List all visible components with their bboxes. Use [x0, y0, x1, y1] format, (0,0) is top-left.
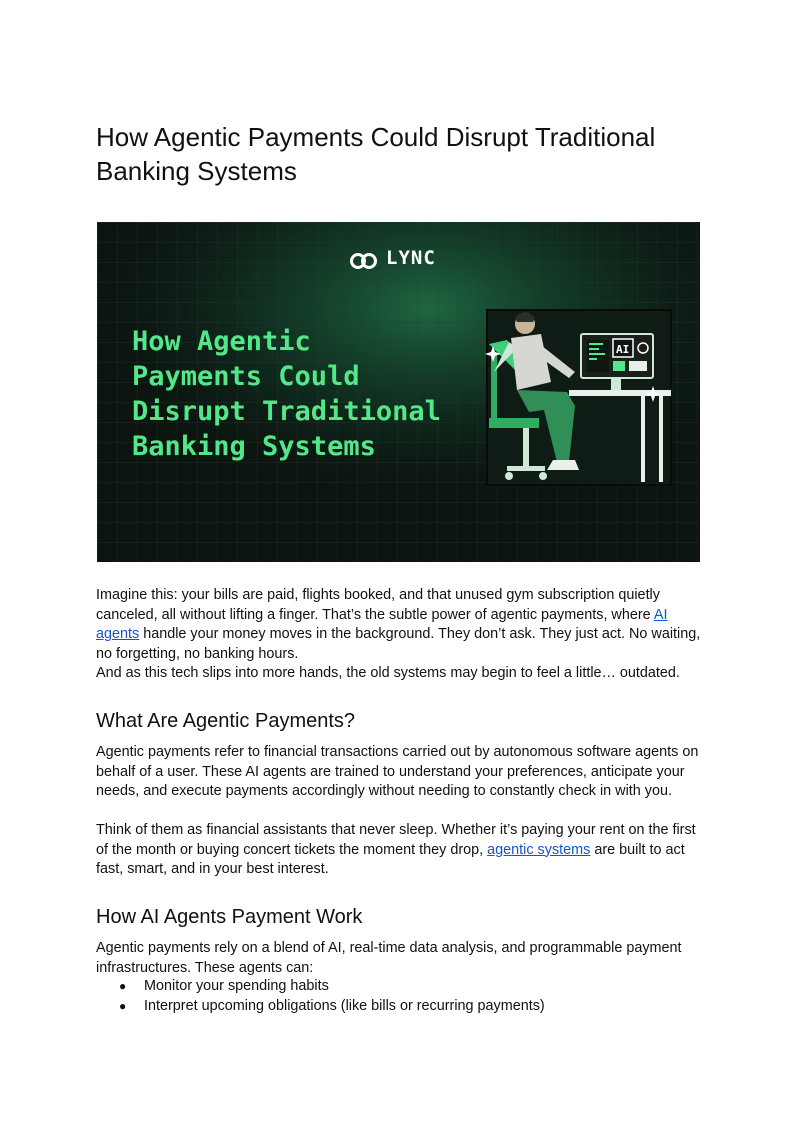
hero-title-line: How Agentic — [132, 326, 311, 357]
hero-title-line: Disrupt Traditional — [132, 396, 441, 427]
list-item-text: Monitor your spending habits — [144, 978, 329, 994]
list-item — [96, 997, 706, 1017]
bullet-icon: ● — [119, 998, 127, 1013]
hero-title — [132, 324, 492, 464]
title-line-2: Banking Systems — [96, 156, 297, 186]
section1-text-part2: are built to act fast, smart, and in your best interest. — [96, 841, 685, 877]
intro-paragraph-2: And as this tech slips into more hands, the old systems may begin to feel a little… outdated. — [96, 665, 680, 681]
section-heading-how-ai-agents-payment-work: How AI Agents Payment Work — [96, 906, 363, 928]
section1-text-part1: Think of them as financial assistants that never sleep. Whether it’s paying your rent on the first of the month or buying concert tickets the moment they drop, — [96, 822, 696, 858]
bullet-icon: ● — [119, 979, 127, 993]
section1-paragraph-2 — [96, 821, 706, 880]
monitor-ai-label: AI — [616, 343, 630, 356]
section-heading-what-are-agentic-payments: What Are Agentic Payments? — [96, 710, 356, 732]
list-item — [96, 977, 706, 997]
section1-paragraph-1: Agentic payments refer to financial transactions carried out by autonomous software agents on behalf of a user. These AI agents are trained to understand your preferences, anticipate your needs, and execute payments accordingly without needing to constantly check in with you. — [96, 744, 699, 799]
list-item-text: Interpret upcoming obligations (like bills or recurring payments) — [144, 997, 545, 1014]
document-title — [96, 120, 716, 188]
intro-text-part2: handle your money moves in the background. They don’t ask. They just act. No waiting, no forgetting, no banking hours. — [96, 626, 701, 662]
agentic-systems-link[interactable]: agentic systems — [487, 841, 591, 858]
hero-image — [97, 222, 700, 562]
title-line-1: How Agentic Payments Could Disrupt Traditional — [96, 122, 656, 152]
hero-logo-text: LYNC — [386, 247, 436, 269]
ai-agents-link[interactable]: AI agents — [96, 606, 668, 642]
hero-title-line: Banking Systems — [132, 431, 376, 462]
intro-paragraph-1 — [96, 586, 706, 664]
hero-title-line: Payments Could — [132, 361, 360, 392]
bullet-list — [96, 977, 706, 1016]
section2-paragraph-1: Agentic payments rely on a blend of AI, real-time data analysis, and programmable payment infrastructures. These agents can: — [96, 940, 682, 976]
intro-text-part1: Imagine this: your bills are paid, flights booked, and that unused gym subscription quietly canceled, all without lifting a finger. That’s the subtle power of agentic payments, where — [96, 587, 660, 623]
